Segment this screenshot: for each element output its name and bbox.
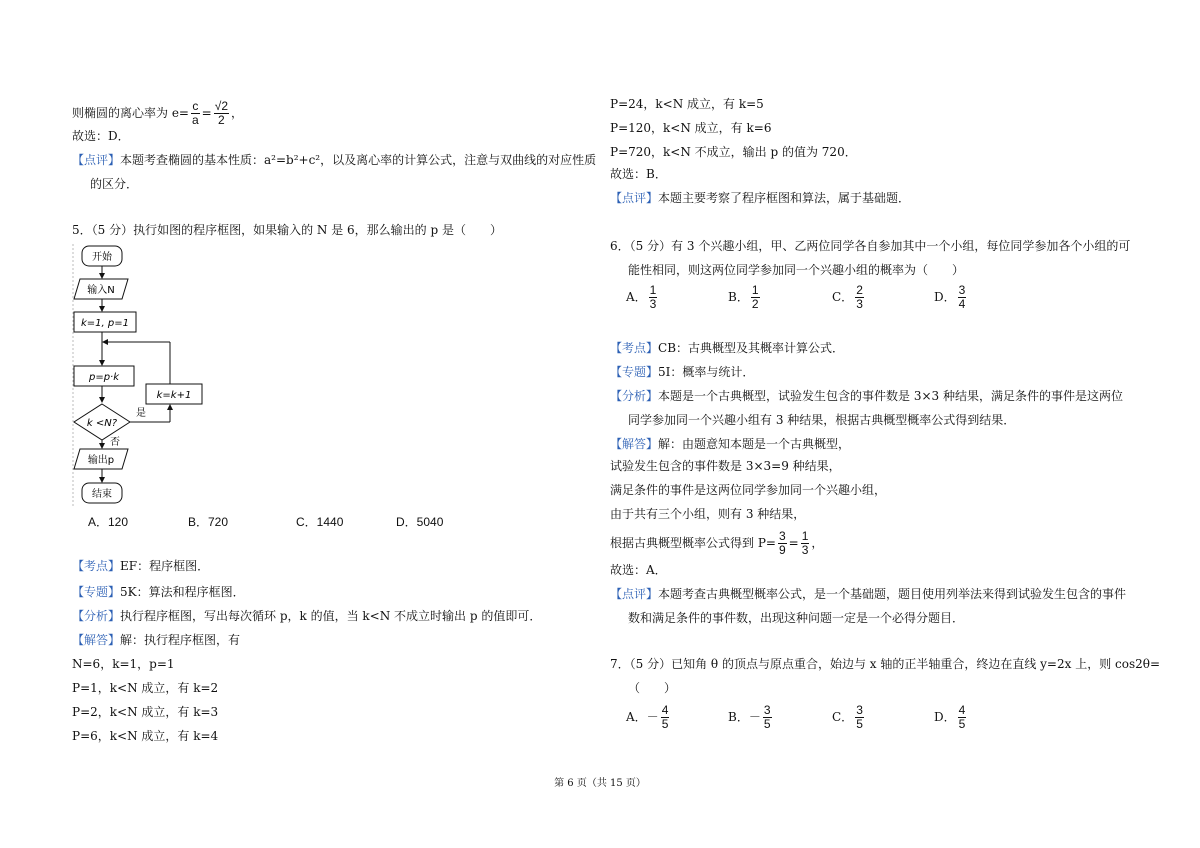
fraction: [661, 704, 670, 731]
text: EF：程序框图．: [120, 559, 210, 573]
q7-option-b: [728, 704, 774, 731]
step-line: P=1，k<N 成立，有 k=2: [72, 681, 219, 695]
jieda-line: [72, 632, 240, 648]
no-label: 否: [110, 437, 120, 448]
comment-line-1: [72, 152, 596, 168]
comment-line: [610, 190, 910, 206]
q5-option-c: C．1440: [296, 515, 344, 529]
step-line: P=6，k<N 成立，有 k=4: [72, 729, 219, 743]
denominator: 5: [763, 717, 771, 731]
fraction: [751, 284, 760, 311]
comment2-line-1: [610, 586, 1126, 602]
choose-d: 故选：D．: [72, 129, 130, 143]
q6-option-b: [728, 284, 762, 311]
denominator: 2: [218, 113, 225, 127]
denominator: 5: [958, 717, 966, 731]
start-label: 开始: [92, 252, 112, 263]
q7-line-2: （ ）: [628, 681, 677, 695]
numerator: 1: [801, 529, 809, 543]
comment-line-2: 的区分．: [90, 177, 139, 191]
text: 本题主要考察了程序框图和算法，属于基础题．: [658, 191, 911, 205]
text: 则椭圆的离心率为 e=: [72, 106, 189, 120]
denominator: 3: [856, 297, 863, 311]
text: 本题是一个古典概型，试验发生包含的事件数是 3×3 种结果，满足条件的事件是这两位: [658, 389, 1123, 403]
numerator: 4: [661, 703, 669, 717]
equals: =: [788, 536, 799, 550]
choose-b: 故选：B．: [610, 167, 667, 181]
numerator: √2: [214, 99, 228, 113]
solution-line: 由于共有三个小组，则有 3 种结果，: [610, 507, 806, 521]
text: ，: [811, 536, 824, 550]
output-label: 输出p: [87, 455, 115, 466]
solution-line: 满足条件的事件是这两位同学参加同一个兴趣小组，: [610, 483, 887, 497]
jieda-line: [610, 436, 850, 452]
q6-option-a: [626, 284, 659, 311]
numerator: 4: [958, 703, 966, 717]
tag: 【解答】: [72, 633, 121, 647]
sign: －: [646, 710, 659, 724]
step-line: N=6，k=1，p=1: [72, 657, 175, 671]
q6-option-d: [934, 284, 968, 311]
solution-formula-line: [610, 530, 823, 557]
numerator: 3: [778, 529, 786, 543]
q5-title: 5．（5 分）执行如图的程序框图，如果输入的 N 是 6，那么输出的 p 是（ ）: [72, 223, 502, 237]
label: C．: [832, 710, 854, 724]
q5-option-d: D．5040: [396, 515, 444, 529]
fraction: [763, 704, 772, 731]
tag: 【专题】: [610, 365, 659, 379]
numerator: 1: [751, 283, 759, 297]
solution-line: 试验发生包含的事件数是 3×3=9 种结果，: [610, 459, 841, 473]
text: 5K：算法和程序框图．: [120, 585, 245, 599]
tag: 【考点】: [72, 559, 121, 573]
text: 根据古典概型概率公式得到 P=: [610, 536, 776, 550]
q6-line-1: 6．（5 分）有 3 个兴趣小组，甲、乙两位同学各自参加其中一个小组，每位同学参加各个小组的可: [610, 239, 1131, 253]
step-line: P=720，k<N 不成立，输出 p 的值为 720．: [610, 145, 857, 159]
tag: 【专题】: [72, 585, 121, 599]
label: A．: [626, 710, 647, 724]
numerator: 3: [763, 703, 771, 717]
text: CB：古典概型及其概率计算公式．: [658, 341, 845, 355]
flowchart: [70, 242, 210, 510]
text: 解：执行程序框图，有: [120, 633, 241, 647]
kaodian-line: [72, 558, 209, 574]
text: ，: [231, 106, 244, 120]
text: 执行程序框图，写出每次循环 p，k 的值，当 k<N 不成立时输出 p 的值即可．: [120, 609, 542, 623]
q6-line-2: 能性相同，则这两位同学参加同一个兴趣小组的概率为（ ）: [628, 263, 965, 277]
numerator: 2: [856, 283, 863, 297]
tag: 【解答】: [610, 437, 659, 451]
text: 本题考查椭圆的基本性质：a²=b²+c²，以及离心率的计算公式，注意与双曲线的对应性质: [120, 153, 597, 167]
q5-option-b: B．720: [188, 515, 229, 529]
tag: 【点评】: [610, 191, 659, 205]
init-label: k=1, p=1: [81, 318, 129, 329]
zhuanti-line: [72, 584, 245, 600]
fraction: [958, 284, 967, 311]
text: 解：由题意知本题是一个古典概型，: [658, 437, 851, 451]
fenxi-line: [72, 608, 541, 624]
denominator: 3: [649, 297, 657, 311]
fraction-3-9: [778, 530, 787, 557]
numerator: c: [192, 99, 199, 113]
fraction: [649, 284, 658, 311]
yes-label: 是: [136, 408, 146, 419]
label: A．: [626, 290, 647, 304]
label: D．: [934, 710, 956, 724]
q6-option-c: [832, 284, 866, 311]
fraction-1-3: [801, 530, 810, 557]
denominator: 9: [778, 543, 786, 557]
denominator: 4: [958, 297, 966, 311]
zhuanti-line: [610, 364, 754, 380]
choose-a: 故选：A．: [610, 563, 667, 577]
fraction-c-over-a: [191, 100, 200, 127]
label: C．: [832, 290, 854, 304]
numerator: 1: [649, 283, 657, 297]
fraction-sqrt2-over-2: [214, 100, 229, 127]
fraction: [958, 704, 967, 731]
comment-tag: 【点评】: [72, 153, 121, 167]
denominator: 5: [856, 717, 863, 731]
denominator: 2: [751, 297, 759, 311]
decision-label: k <N?: [86, 418, 118, 429]
q7-line-1: 7．（5 分）已知角 θ 的顶点与原点重合，始边与 x 轴的正半轴重合，终边在直线 y=2x 上，则 cos2θ=: [610, 657, 1161, 671]
label: B．: [728, 710, 749, 724]
increment-label: k=k+1: [156, 390, 192, 401]
step-line: P=24，k<N 成立，有 k=5: [610, 97, 764, 111]
denominator: 3: [801, 543, 809, 557]
fraction: [855, 284, 864, 311]
step-line: P=120，k<N 成立，有 k=6: [610, 121, 772, 135]
tag: 【分析】: [72, 609, 121, 623]
numerator: 3: [958, 283, 966, 297]
label: B．: [728, 290, 749, 304]
fenxi-line-1: [610, 388, 1123, 404]
numerator: 3: [856, 703, 863, 717]
eccentricity-line: 则椭圆的离心率为 e= $\frac{c}{a}$ = $\frac{√2}{2}$ ，: [72, 99, 244, 127]
text: 本题考查古典概型概率公式，是一个基础题，题目使用列举法来得到试验发生包含的事件: [658, 587, 1127, 601]
end-label: 结束: [92, 489, 112, 500]
page-footer: 第 6 页（共 15 页）: [554, 778, 646, 789]
label: D．: [934, 290, 956, 304]
sign: －: [748, 710, 761, 724]
text: 5I：概率与统计．: [658, 365, 755, 379]
denominator: 5: [661, 717, 669, 731]
q7-option-a: [626, 704, 671, 731]
fenxi-line-2: 同学参加同一个兴趣小组有 3 种结果，根据古典概型概率公式得到结果．: [628, 413, 1016, 427]
tag: 【点评】: [610, 587, 659, 601]
q7-option-d: [934, 704, 968, 731]
q5-option-a: A．120: [88, 515, 129, 529]
kaodian-line: [610, 340, 844, 356]
step-line: P=2，k<N 成立，有 k=3: [72, 705, 219, 719]
input-label: 输入N: [87, 285, 115, 296]
comment2-line-2: 数和满足条件的事件数，出现这种问题一定是一个必得分题目．: [628, 611, 965, 625]
fraction: [855, 704, 864, 731]
denominator: a: [191, 113, 199, 127]
tag: 【分析】: [610, 389, 659, 403]
q7-option-c: [832, 704, 866, 731]
tag: 【考点】: [610, 341, 659, 355]
calc-label: p=p·k: [88, 372, 120, 383]
